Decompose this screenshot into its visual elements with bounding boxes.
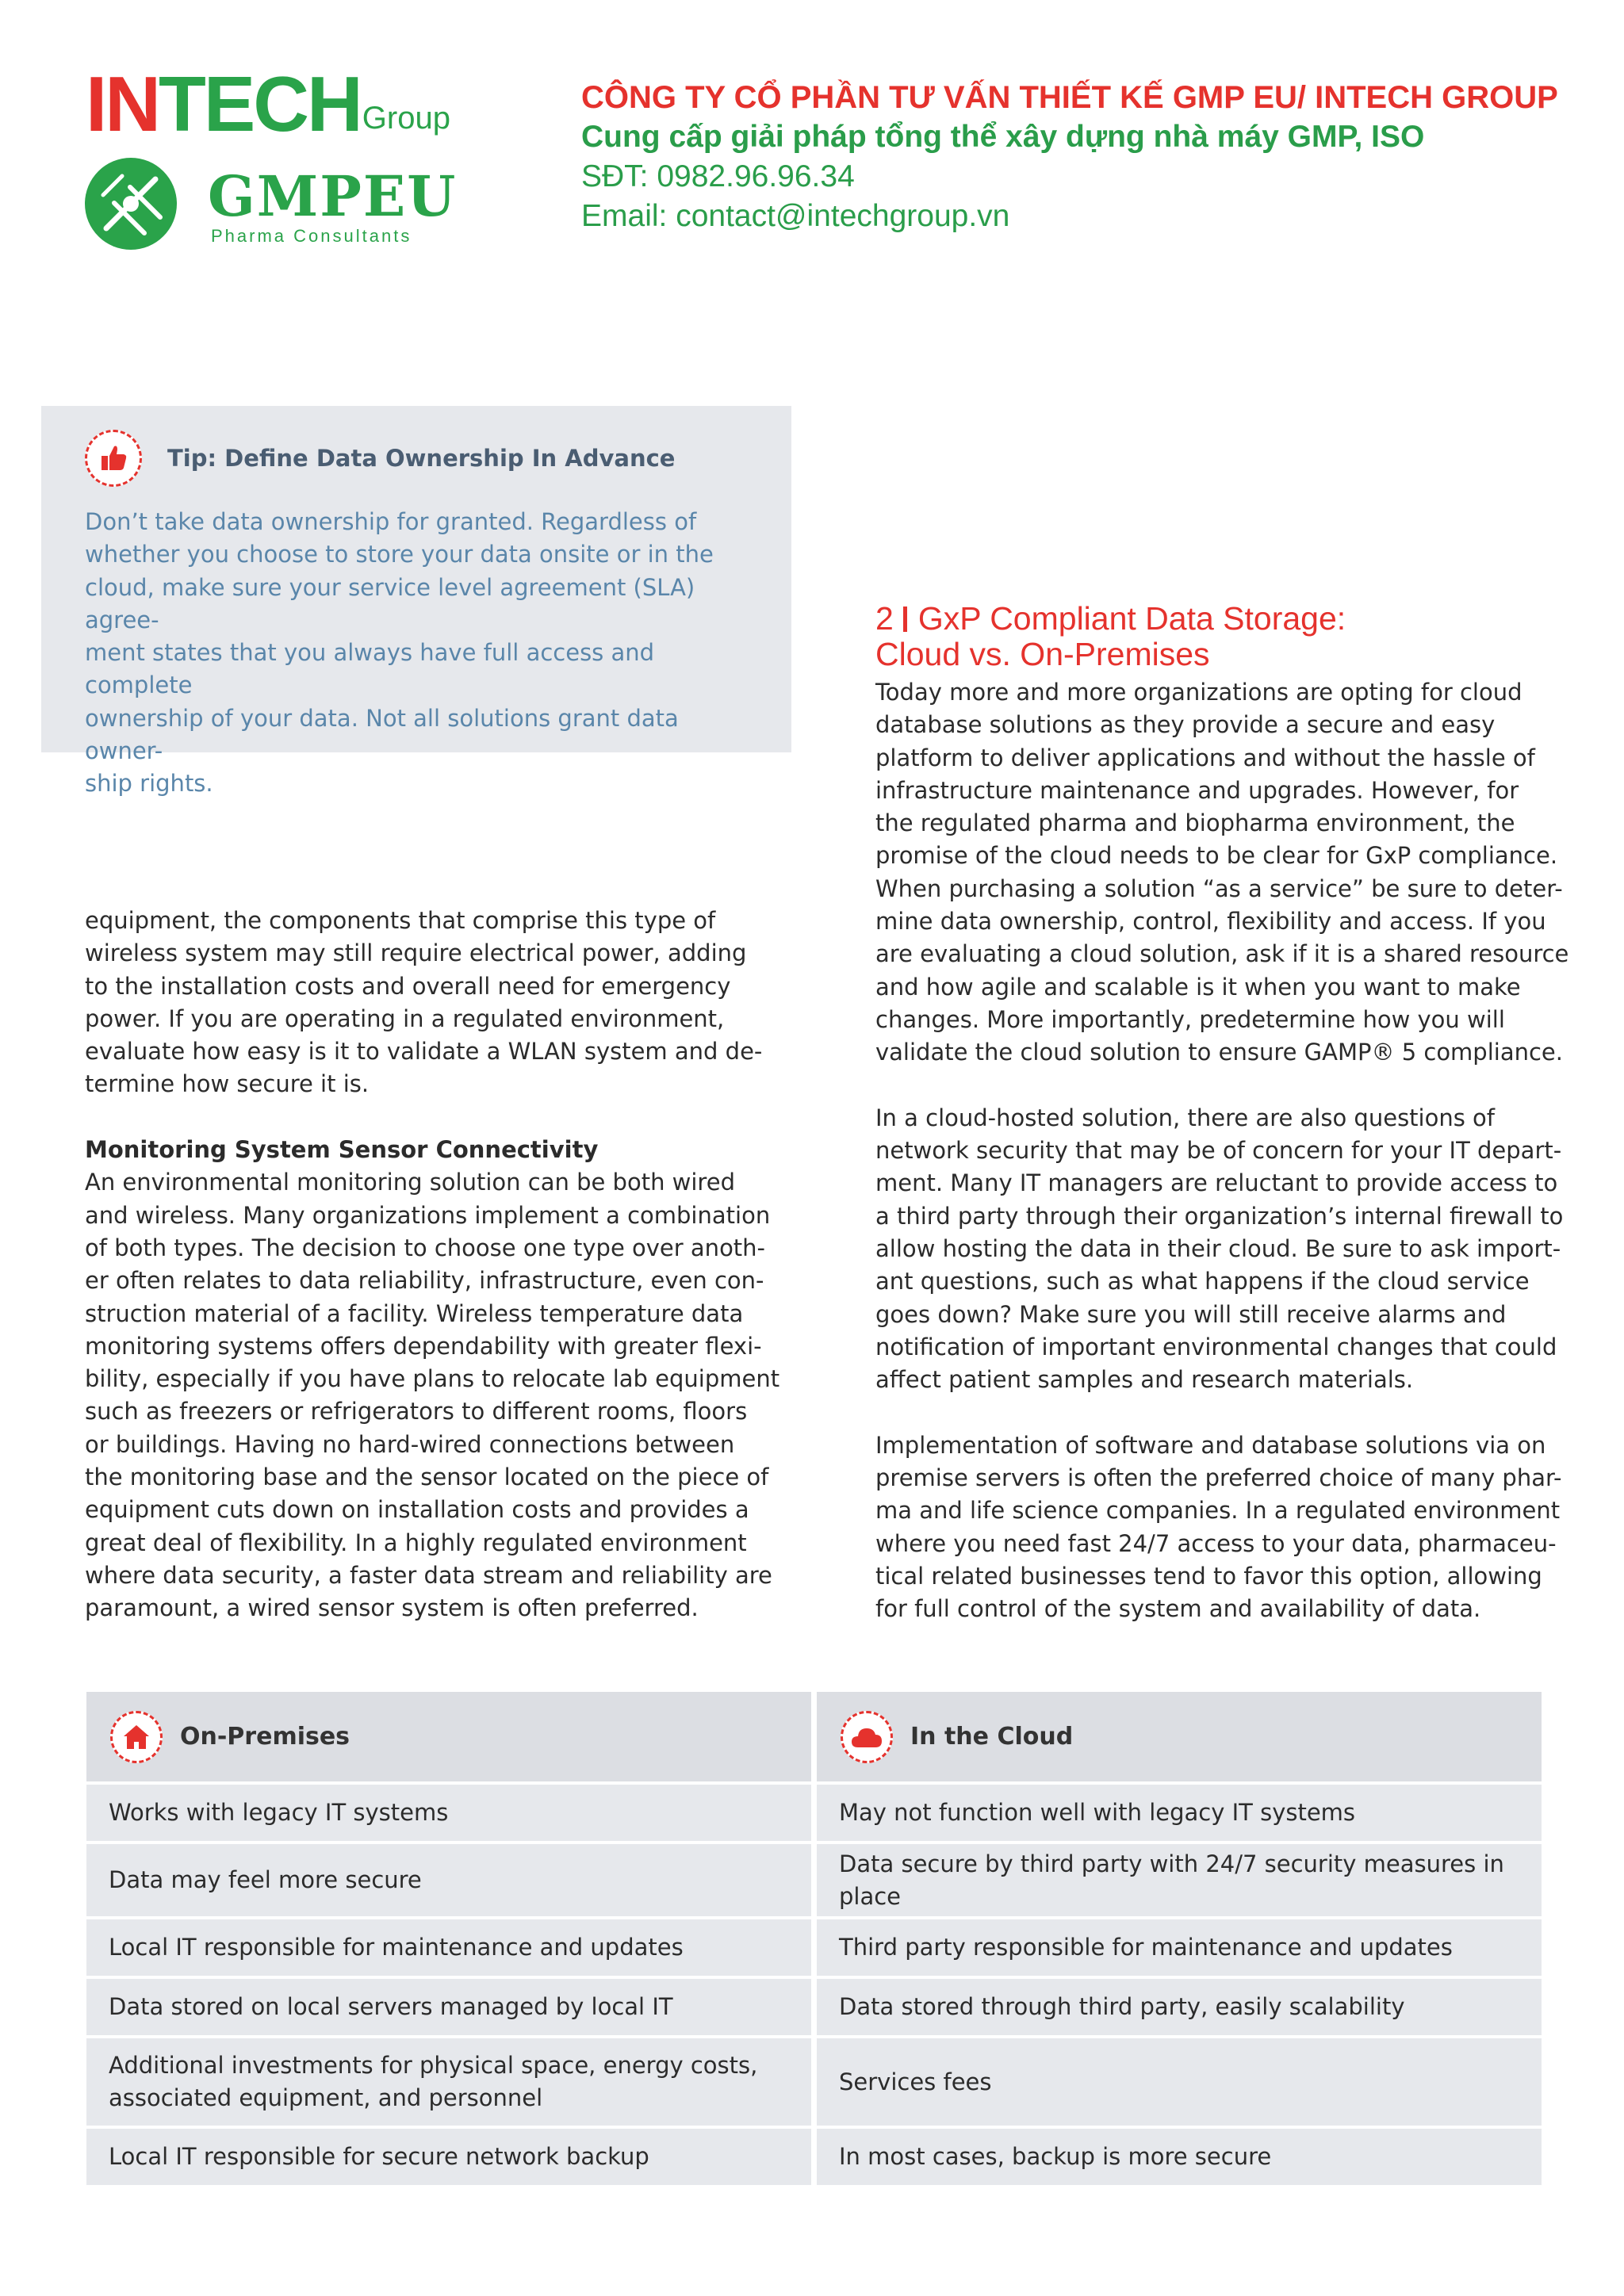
company-slogan: Cung cấp giải pháp tổng thể xây dựng nhà máy GMP, ISO xyxy=(581,120,1425,154)
right-column xyxy=(875,676,1589,1626)
section-title-line1: GxP Compliant Data Storage: xyxy=(917,600,1346,637)
right-paragraph-3: Implementation of software and database solutions via on premise servers is often the preferred choice of many phar- ma and life science companies. In a regulated environment where you need fast 24/7 access to your data, pharmaceu- tical related businesses tend to favor this option, allowing for full control of the system and availability of data. xyxy=(875,1431,1562,1623)
house-icon xyxy=(110,1711,163,1763)
left-paragraph-2: An environmental monitoring solution can be both wired and wireless. Many organizations implement a combination of both types. The decision to choose one type over anoth- er often relates to data reliability, infrastructure, even con- struction material of a facility. Wireless temperature data monitoring systems offers dependability with greater flexi- bility, especially if you have plans to relocate lab equipment such as freezers or refrigerators to different rooms, floors or buildings. Having no hard-wired connections between the monitoring base and the sensor located on the piece of equipment cuts down on installation costs and provides a great deal of flexibility. In a highly regulated environment where data security, a faster data stream and reliability are paramount, a wired sensor system is often preferred. xyxy=(85,1169,780,1622)
section-title-line2: Cloud vs. On-Premises xyxy=(875,636,1210,672)
logo-group-text: Group xyxy=(362,101,450,136)
company-info xyxy=(581,78,1558,236)
cell-in-the-cloud: In most cases, backup is more secure xyxy=(817,2129,1542,2185)
header-in-the-cloud xyxy=(817,1692,1542,1781)
cell-on-premises: Additional investments for physical space, energy costs, associated equipment, and personnel xyxy=(86,2038,811,2126)
table-row xyxy=(86,1844,1542,1916)
cell-in-the-cloud: Third party responsible for maintenance and updates xyxy=(817,1919,1542,1976)
cell-on-premises: Data stored on local servers managed by local IT xyxy=(86,1979,811,2035)
logo-tech-text: TECH xyxy=(159,60,361,147)
cell-in-the-cloud: Data stored through third party, easily scalability xyxy=(817,1979,1542,2035)
tip-title: Tip: Define Data Ownership In Advance xyxy=(167,445,676,472)
cell-in-the-cloud: May not function well with legacy IT systems xyxy=(817,1785,1542,1841)
gmpeu-logo xyxy=(82,155,457,252)
logo-gmpeu-name: GMPEU xyxy=(208,163,458,229)
gmpeu-leaf-mark-icon xyxy=(82,155,179,252)
intech-group-logo xyxy=(86,60,450,147)
tip-box xyxy=(41,406,791,798)
cell-on-premises: Data may feel more secure xyxy=(86,1844,811,1916)
header-in-the-cloud-label: In the Cloud xyxy=(910,1723,1074,1751)
cell-in-the-cloud: Services fees xyxy=(817,2038,1542,2126)
table-row xyxy=(86,1919,1542,1976)
logo-gmpeu-tagline: Pharma Consultants xyxy=(211,226,412,246)
company-email: Email: contact@intechgroup.vn xyxy=(581,199,1010,233)
left-column xyxy=(85,905,799,1625)
cell-on-premises: Works with legacy IT systems xyxy=(86,1785,811,1841)
company-name: CÔNG TY CỔ PHẦN TƯ VẤN THIẾT KẾ GMP EU/ INTECH GROUP xyxy=(581,80,1558,115)
right-paragraph-1: Today more and more organizations are opting for cloud database solutions as they provide a secure and easy platform to deliver applications and without the hassle of infrastructure maintenance and upgrades. However, for the regulated pharma and biopharma environment, the promise of the cloud needs to be clear for GxP compliance. When purchasing a solution “as a service” be sure to deter- mine data ownership, control, flexibility and access. If you are evaluating a cloud solution, ask if it is a shared resource and how agile and scalable is it when you want to make changes. More importantly, predetermine how you will validate the cloud solution to ensure GAMP® 5 compliance. xyxy=(875,679,1569,1066)
subheading-sensor-connectivity: Monitoring System Sensor Connectivity xyxy=(85,1136,599,1164)
company-phone: SĐT: 0982.96.96.34 xyxy=(581,159,855,193)
cell-in-the-cloud: Data secure by third party with 24/7 security measures in place xyxy=(817,1844,1542,1916)
header-on-premises xyxy=(86,1692,811,1781)
section-divider-bar xyxy=(903,607,907,632)
table-row xyxy=(86,1979,1542,2035)
tip-text: Don’t take data ownership for granted. Regardless of whether you choose to store your data onsite or in the cloud, make sure your service level agreement (SLA) agree- ment states that you always have full access and complete ownership of your data. Not all solutions grant data owner- ship rights. xyxy=(85,508,714,798)
comparison-header-row xyxy=(86,1692,1542,1781)
thumbs-up-icon xyxy=(85,430,142,487)
table-row xyxy=(86,2038,1542,2126)
section-number: 2 xyxy=(875,600,894,637)
left-paragraph-1: equipment, the components that comprise this type of wireless system may still require electrical power, adding to the installation costs and overall need for emergency power. If you are operating in a regulated environment, evaluate how easy is it to validate a WLAN system and de- termine how secure it is. xyxy=(85,907,763,1098)
logo-in-text: IN xyxy=(86,60,159,147)
table-row xyxy=(86,1785,1542,1841)
cell-on-premises: Local IT responsible for secure network backup xyxy=(86,2129,811,2185)
right-paragraph-2: In a cloud-hosted solution, there are also questions of network security that may be of concern for your IT depart- ment. Many IT managers are reluctant to provide access to a third party through their organization’s internal firewall to allow hosting the data in their cloud. Be sure to ask import- ant questions, such as what happens if the cloud service goes down? Make sure you will still receive alarms and notification of important environmental changes that could affect patient samples and research materials. xyxy=(875,1104,1564,1394)
cell-on-premises: Local IT responsible for maintenance and updates xyxy=(86,1919,811,1976)
cloud-icon xyxy=(841,1711,893,1763)
header-on-premises-label: On-Premises xyxy=(180,1723,350,1751)
section-heading xyxy=(875,601,1346,672)
comparison-table xyxy=(86,1692,1542,2188)
table-row xyxy=(86,2129,1542,2185)
